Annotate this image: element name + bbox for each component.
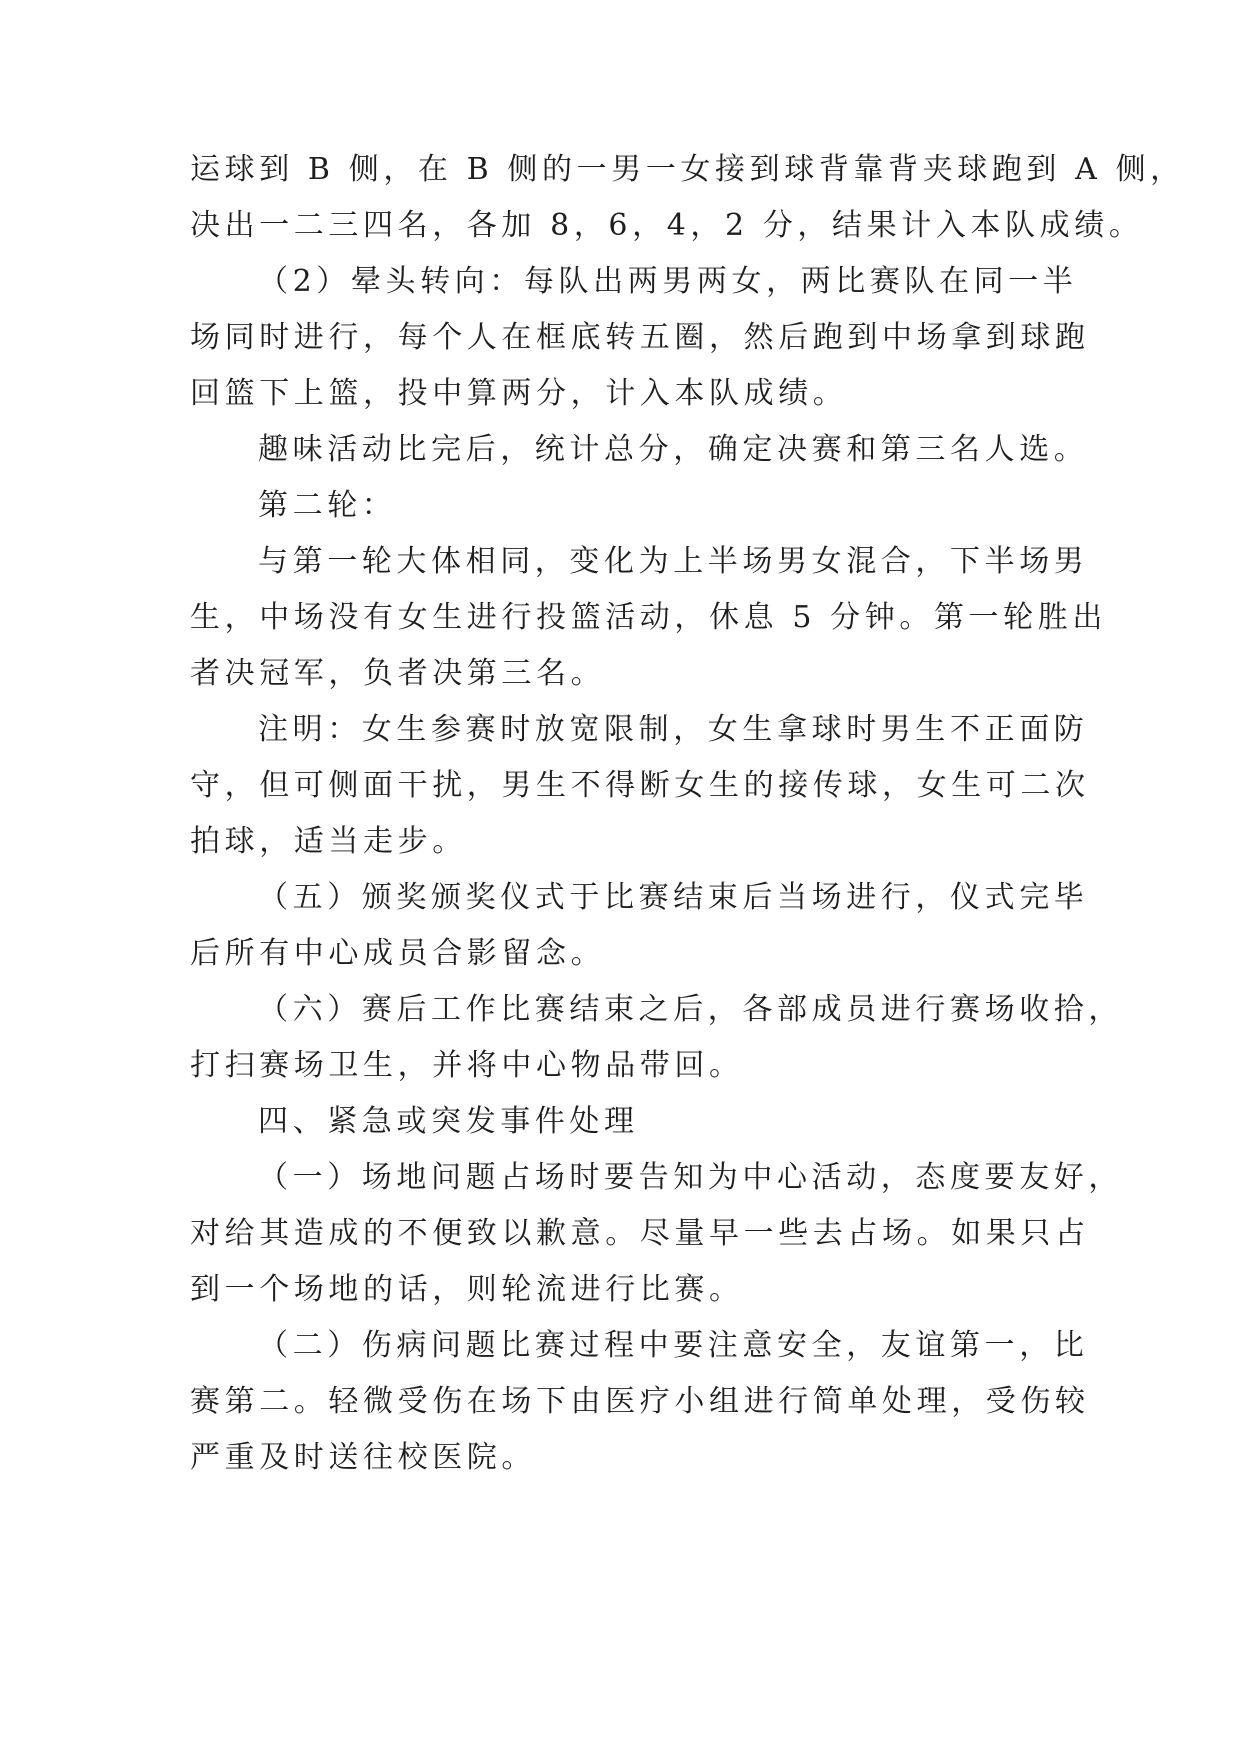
paragraph-line: 运球到 B 侧，在 B 侧的一男一女接到球背靠背夹球跑到 A 侧， — [190, 152, 1185, 187]
paragraph-line: 回篮下上篮，投中算两分，计入本队成绩。 — [190, 376, 848, 411]
paragraph-line: 拍球，适当走步。 — [190, 824, 467, 859]
paragraph-line: 到一个场地的话，则轮流进行比赛。 — [190, 1272, 744, 1307]
paragraph-line: 决出一二三四名，各加 8，6，4，2 分，结果计入本队成绩。 — [190, 208, 1144, 243]
section-heading: 四、紧急或突发事件处理 — [258, 1104, 639, 1139]
paragraph-line: 后所有中心成员合影留念。 — [190, 936, 606, 971]
paragraph-line: 生，中场没有女生进行投篮活动，休息 5 分钟。第一轮胜出 — [190, 600, 1107, 635]
paragraph-line: 对给其造成的不便致以歉意。尽量早一些去占场。如果只占 — [190, 1216, 1090, 1251]
paragraph-line: （2）晕头转向：每队出两男两女，两比赛队在同一半 — [258, 264, 1078, 299]
paragraph-line: （五）颁奖颁奖仪式于比赛结束后当场进行，仪式完毕 — [258, 880, 1089, 915]
paragraph-line: （六）赛后工作比赛结束之后，各部成员进行赛场收拾， — [258, 992, 1123, 1027]
paragraph-line: 打扫赛场卫生，并将中心物品带回。 — [190, 1048, 744, 1083]
section-heading: 第二轮： — [258, 488, 397, 523]
paragraph-line: 与第一轮大体相同，变化为上半场男女混合，下半场男 — [258, 544, 1089, 579]
paragraph-line: （二）伤病问题比赛过程中要注意安全，友谊第一，比 — [258, 1328, 1089, 1363]
paragraph-line: 者决冠军，负者决第三名。 — [190, 656, 606, 691]
paragraph-line: （一）场地问题占场时要告知为中心活动，态度要友好， — [258, 1160, 1123, 1195]
paragraph-line: 趣味活动比完后，统计总分，确定决赛和第三名人选。 — [258, 432, 1089, 467]
paragraph-line: 赛第二。轻微受伤在场下由医疗小组进行简单处理，受伤较 — [190, 1384, 1090, 1419]
paragraph-line: 严重及时送往校医院。 — [190, 1440, 536, 1475]
paragraph-line: 场同时进行，每个人在框底转五圈，然后跑到中场拿到球跑 — [190, 320, 1090, 355]
paragraph-line: 守，但可侧面干扰，男生不得断女生的接传球，女生可二次 — [190, 768, 1090, 803]
paragraph-line: 注明：女生参赛时放宽限制，女生拿球时男生不正面防 — [258, 712, 1089, 747]
